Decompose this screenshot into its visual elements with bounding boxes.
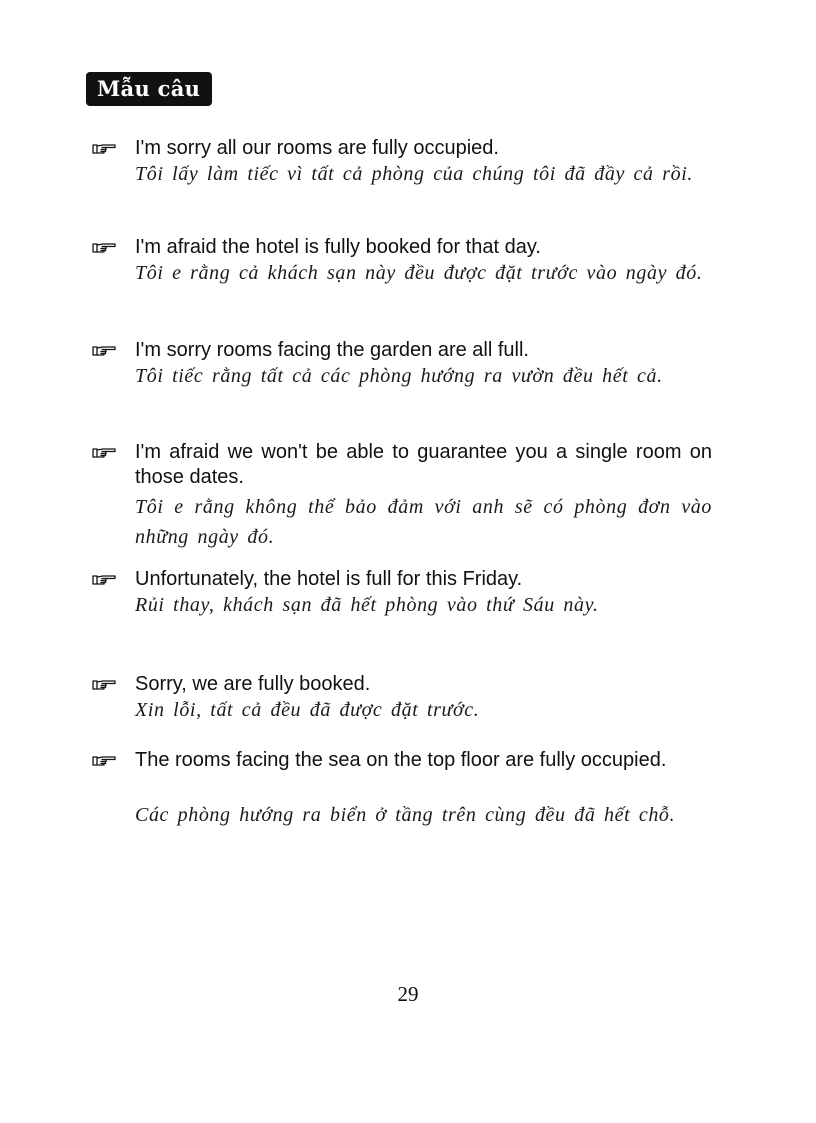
english-sentence: I'm sorry all our rooms are fully occupied. <box>135 137 499 159</box>
english-sentence: Unfortunately, the hotel is full for this Friday. <box>135 568 523 590</box>
english-sentence: The rooms facing the sea on the top floor are fully occupied. <box>135 749 667 771</box>
pointing-hand-icon <box>90 240 118 254</box>
pointing-hand-icon <box>90 141 118 155</box>
vietnamese-translation: Các phòng hướng ra biển ở tầng trên cùng đều đã hết chỗ. <box>135 804 676 826</box>
vietnamese-translation: Tôi lấy làm tiếc vì tất cả phòng của chúng tôi đã đầy cả rồi. <box>135 163 693 185</box>
vietnamese-translation: Tôi e rằng cả khách sạn này đều được đặt trước vào ngày đó. <box>135 262 703 284</box>
english-sentence: I'm sorry rooms facing the garden are all full. <box>135 339 529 361</box>
vietnamese-translation: Xin lỗi, tất cả đều đã được đặt trước. <box>135 699 480 721</box>
pointing-hand-icon <box>90 445 118 459</box>
vietnamese-translation: Tôi tiếc rằng tất cả các phòng hướng ra vườn đều hết cả. <box>135 365 663 387</box>
page-number: 29 <box>397 982 419 1006</box>
pointing-hand-icon <box>90 343 118 357</box>
section-heading-badge: Mẫu câu <box>86 72 212 106</box>
english-sentence: I'm afraid the hotel is fully booked for that day. <box>135 236 541 258</box>
vietnamese-translation: Tôi e rằng không thể bảo đảm với anh sẽ có phòng đơn vào những ngày đó. <box>135 496 712 548</box>
vietnamese-translation: Rủi thay, khách sạn đã hết phòng vào thứ Sáu này. <box>135 594 599 616</box>
pointing-hand-icon <box>90 753 118 767</box>
pointing-hand-icon <box>90 572 118 586</box>
english-sentence: Sorry, we are fully booked. <box>135 673 371 695</box>
english-sentence: I'm afraid we won't be able to guarantee you a single room on those dates. <box>135 441 712 488</box>
pointing-hand-icon <box>90 677 118 691</box>
